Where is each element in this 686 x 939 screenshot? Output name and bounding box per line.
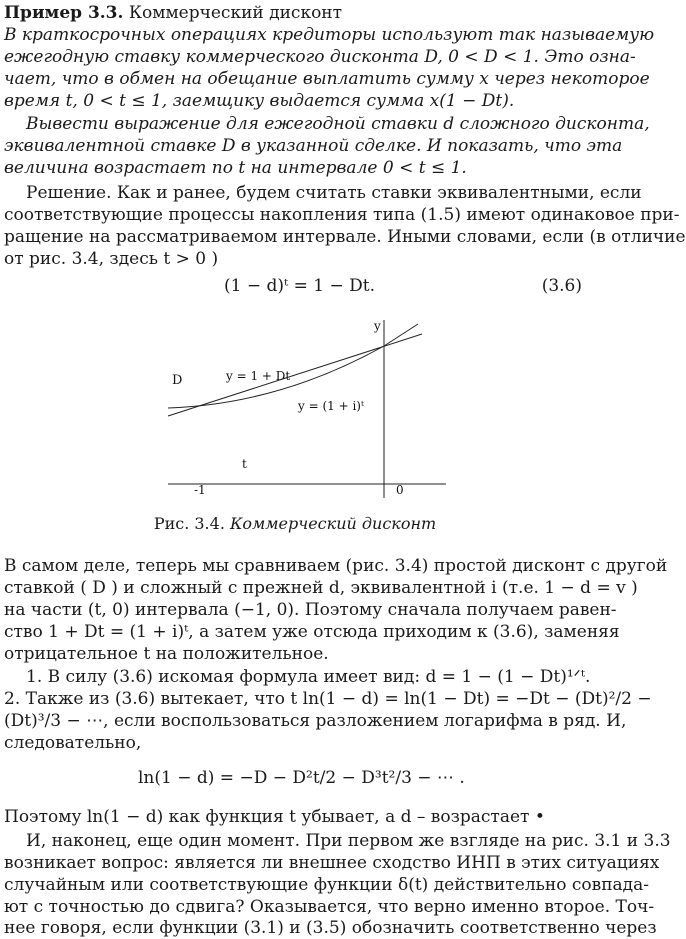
problem-line: Вывести выражение для ежегодной ставки d сложного дисконта, xyxy=(26,114,650,134)
conclusion: Поэтому ln(1 − d) как функция t убывает, а d – возрастает • xyxy=(4,807,545,827)
problem-line: чает, что в обмен на обещание выплатить сумму x через некоторое xyxy=(4,69,650,89)
solution-line: соответствующие процессы накопления типа (1.5) имеют одинаковое при- xyxy=(4,205,680,225)
solution-line: Решение. Как и ранее, будем считать ставки эквивалентными, если xyxy=(26,183,642,203)
curve-compound xyxy=(168,324,418,408)
example-title: Коммерческий дисконт xyxy=(123,3,343,23)
body-line: отрицательное t на положительное. xyxy=(4,644,329,664)
problem-line: время t, 0 < t ≤ 1, заемщику выдается сумма x(1 − Dt). xyxy=(4,91,515,111)
problem-line: В краткосрочных операциях кредиторы используют так называемую xyxy=(4,25,655,45)
problem-line: величина возрастает по t на интервале 0 < t ≤ 1. xyxy=(4,158,467,178)
caption-prefix: Рис. 3.4. xyxy=(153,514,225,533)
example-heading xyxy=(4,2,584,24)
final-line: нее говоря, если функции (3.1) и (3.5) обозначить соответственно через xyxy=(4,918,657,938)
final-line: И, наконец, еще один момент. При первом же взгляде на рис. 3.1 и 3.3 xyxy=(26,831,671,851)
d-label: D xyxy=(172,373,183,388)
item-two-line: (Dt)³/3 − ⋯, если воспользоваться разложением логарифма в ряд. И, xyxy=(4,711,627,731)
equation-3-6: (1 − d)ᵗ = 1 − Dt. xyxy=(224,276,375,296)
figure-3-4 xyxy=(150,312,450,502)
item-one: 1. В силу (3.6) искомая формула имеет вид: d = 1 − (1 − Dt)¹ᐟᵗ. xyxy=(26,667,591,687)
solution-line: от рис. 3.4, здесь t > 0 ) xyxy=(4,249,219,269)
item-two-line: 2. Также из (3.6) вытекает, что t ln(1 − d) = ln(1 − Dt) = −Dt − (Dt)²/2 − xyxy=(4,689,652,709)
body-line: ство 1 + Dt = (1 + i)ᵗ, а затем уже отсюда приходим к (3.6), заменяя xyxy=(4,622,620,642)
t-axis-label: t xyxy=(242,457,247,471)
equation-log: ln(1 − d) = −D − D²t/2 − D³t²/3 − ⋯ . xyxy=(138,768,465,788)
body-line: ставкой ( D ) и сложный с прежней d, эквивалентной i (т.е. 1 − d = v ) xyxy=(4,578,638,598)
caption-title: Коммерческий дисконт xyxy=(224,514,437,533)
equation-number: (3.6) xyxy=(541,276,582,296)
tick-zero: 0 xyxy=(396,483,404,497)
solution-line: ращение на рассматриваемом интервале. Иными словами, если (в отличие xyxy=(4,227,686,247)
figure-caption xyxy=(0,514,590,533)
final-line: случайным или соответствующие функции δ(t) действительно совпада- xyxy=(4,875,650,895)
final-line: возникает вопрос: является ли внешнее сходство ИНП в этих ситуациях xyxy=(4,853,660,873)
y-axis-label: y xyxy=(374,319,381,333)
problem-line: эквивалентной ставке D в указанной сделке. И показать, что эта xyxy=(4,136,623,156)
final-line: ют с точностью до сдвига? Оказывается, что верно именно второе. Точ- xyxy=(4,897,655,917)
example-number: Пример 3.3. xyxy=(4,3,124,23)
body-line: на части (t, 0) интервала (−1, 0). Поэтому сначала получаем равен- xyxy=(4,600,617,620)
body-line: В самом деле, теперь мы сравниваем (рис. 3.4) простой дисконт с другой xyxy=(4,556,668,576)
curve-label: y = (1 + i)ᵗ xyxy=(298,399,364,413)
item-two-line: следовательно, xyxy=(4,733,142,753)
problem-line: ежегодную ставку коммерческого дисконта D, 0 < D < 1. Это озна- xyxy=(4,47,636,67)
tick-minus-one: -1 xyxy=(194,483,206,497)
line-label: y = 1 + Dt xyxy=(226,369,291,383)
